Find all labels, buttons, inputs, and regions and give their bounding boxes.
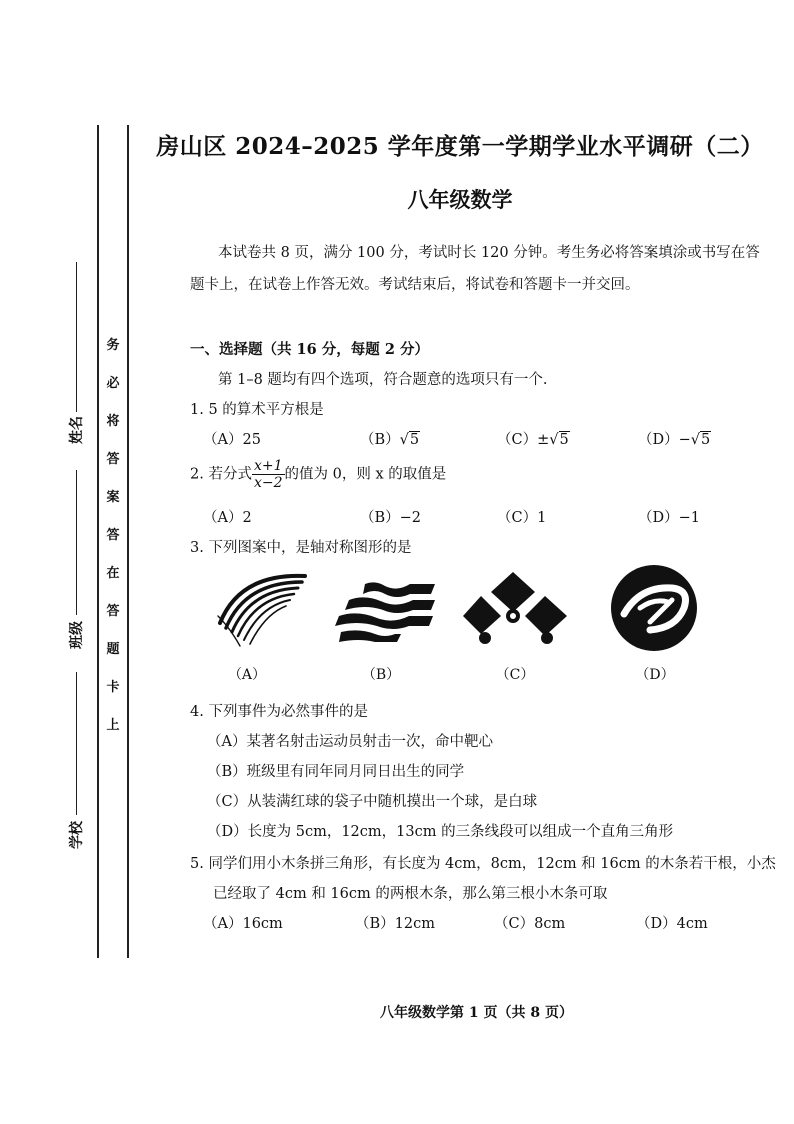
class-blank[interactable]: [76, 470, 77, 615]
fraction-denominator: x−2: [253, 475, 283, 491]
figure-a-swoosh-icon: [210, 568, 310, 648]
name-blank[interactable]: [76, 262, 77, 412]
warning-char: 将: [106, 414, 120, 429]
warning-char: 答: [106, 528, 120, 543]
instructions-line-1: 本试卷共 8 页，满分 100 分，考试时长 120 分钟。考生务必将答案填涂或书写在答: [218, 245, 760, 261]
figure-c-diamonds-icon: [463, 572, 569, 646]
question-1-option-c: [497, 428, 570, 449]
page-footer: 八年级数学第 1 页（共 8 页）: [380, 1005, 573, 1021]
warning-char: 卡: [106, 680, 120, 695]
warning-char: 题: [106, 642, 120, 657]
question-2-prefix: 2. 若分式: [190, 466, 252, 483]
question-2-option-c: （C）1: [497, 510, 547, 526]
question-3-stem: 3. 下列图案中，是轴对称图形的是: [190, 540, 412, 556]
figure-a-label: （A）: [227, 667, 267, 683]
school-blank[interactable]: [76, 672, 77, 815]
option-c-prefix: （C）±: [497, 432, 550, 448]
figure-b-waves-icon: [335, 582, 435, 644]
sqrt-symbol: √5: [690, 432, 711, 448]
exam-title: 房山区 2024–2025 学年度第一学期学业水平调研（二）: [156, 133, 764, 160]
exam-subject: 八年级数学: [407, 187, 513, 212]
question-1-stem: 1. 5 的算术平方根是: [190, 402, 324, 418]
warning-char: 答: [106, 604, 120, 619]
question-4-option-b: （B）班级里有同年同月同日出生的同学: [207, 764, 465, 780]
class-label: 班级: [69, 621, 85, 649]
question-4-stem: 4. 下列事件为必然事件的是: [190, 704, 368, 720]
question-2-option-d: （D）−1: [638, 510, 701, 526]
question-2-option-b: （B）−2: [360, 510, 422, 526]
question-2-stem: [190, 458, 446, 491]
question-1-option-a: （A）25: [203, 432, 261, 448]
warning-char: 务: [106, 338, 120, 353]
question-2-option-a: （A）2: [203, 510, 252, 526]
figure-d-label: （D）: [635, 667, 675, 683]
instructions-line-2: 题卡上，在试卷上作答无效。考试结束后，将试卷和答题卡一并交回。: [190, 277, 640, 293]
figure-b-label: （B）: [361, 667, 401, 683]
radicand: 5: [701, 432, 711, 448]
figure-d-circle-logo-icon: [610, 564, 698, 652]
fraction-numerator: x+1: [253, 458, 283, 474]
sqrt-symbol: √5: [549, 432, 569, 448]
warning-char: 上: [106, 718, 120, 733]
question-2-suffix: 的值为 0，则 x 的取值是: [284, 466, 447, 483]
question-5-option-d: （D）4cm: [636, 916, 708, 932]
question-5-line-2: 已经取了 4cm 和 16cm 的两根木条，那么第三根小木条可取: [213, 886, 608, 902]
fraction: [252, 458, 285, 491]
radicand: 5: [409, 432, 420, 448]
name-label: 姓名: [69, 416, 85, 444]
section-heading: 一、选择题（共 16 分，每题 2 分）: [190, 341, 429, 358]
binding-line-right: [127, 125, 129, 958]
binding-line-left: [97, 125, 99, 958]
option-b-prefix: （B）: [360, 432, 400, 448]
warning-char: 在: [106, 566, 120, 581]
figure-c-label: （C）: [495, 667, 535, 683]
warning-char: 案: [106, 490, 120, 505]
question-1-option-d: [638, 428, 711, 449]
question-4-option-c: （C）从装满红球的袋子中随机摸出一个球，是白球: [207, 794, 538, 810]
school-label: 学校: [69, 821, 85, 849]
question-1-option-b: [360, 428, 420, 449]
question-5-option-b: （B）12cm: [355, 916, 435, 932]
question-5-line-1: 5. 同学们用小木条拼三角形，有长度为 4cm，8cm，12cm 和 16cm 的木条若干根，小杰: [190, 856, 776, 872]
question-4-option-d: （D）长度为 5cm，12cm，13cm 的三条线段可以组成一个直角三角形: [207, 824, 674, 840]
section-note: 第 1–8 题均有四个选项，符合题意的选项只有一个.: [218, 372, 548, 388]
warning-char: 答: [106, 452, 120, 467]
question-5-option-a: （A）16cm: [203, 916, 283, 932]
sqrt-symbol: √5: [399, 432, 420, 448]
warning-char: 必: [106, 376, 120, 391]
question-5-option-c: （C）8cm: [494, 916, 566, 932]
radicand: 5: [559, 432, 569, 448]
question-4-option-a: （A）某著名射击运动员射击一次，命中靶心: [207, 734, 493, 750]
option-d-prefix: （D）−: [638, 432, 691, 448]
